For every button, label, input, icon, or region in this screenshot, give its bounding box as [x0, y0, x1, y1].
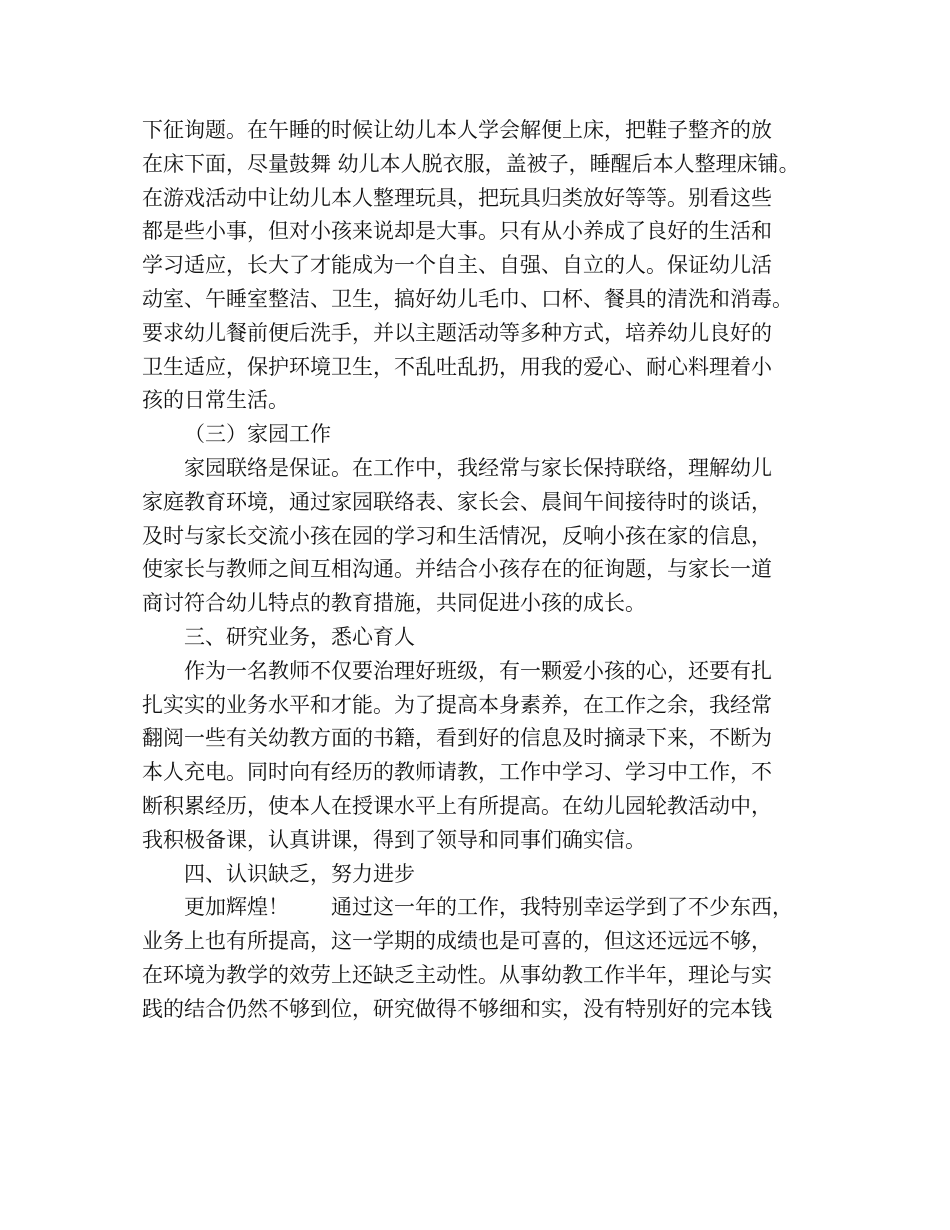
text-line: 断积累经历，使本人在授课水平上有所提高。在幼儿园轮教活动中，	[142, 793, 772, 818]
text-line: 家庭教育环境，通过家园联络表、家长会、晨间午间接待时的谈话，	[142, 489, 772, 514]
text-line: 要求幼儿餐前便后洗手，并以主题活动等多种方式，培养幼儿良好的	[142, 320, 772, 345]
text-line: 家园联络是保证。在工作中，我经常与家长保持联络，理解幼儿	[184, 455, 772, 480]
text-line: 及时与家长交流小孩在园的学习和生活情况，反响小孩在家的信息，	[142, 523, 772, 548]
text-line: 使家长与教师之间互相沟通。并结合小孩存在的征询题，与家长一道	[142, 557, 772, 582]
section-heading: 三、研究业务，悉心育人	[184, 624, 415, 649]
text-line: 在游戏活动中让幼儿本人整理玩具，把玩具归类放好等等。别看这些	[142, 185, 772, 210]
text-line: 翻阅一些有关幼教方面的书籍，看到好的信息及时摘录下来，不断为	[142, 726, 772, 751]
text-line: 业务上也有所提高，这一学期的成绩也是可喜的，但这还远远不够，	[142, 929, 772, 954]
text-line: 动室、午睡室整洁、卫生，搞好幼儿毛巾、口杯、餐具的清洗和消毒。	[142, 286, 793, 311]
body-text	[142, 114, 832, 1027]
section-heading: （三）家园工作	[184, 422, 331, 447]
text-line: 本人充电。同时向有经历的教师请教，工作中学习、学习中工作，不	[142, 760, 772, 785]
text-line: 更加辉煌！ 通过这一年的工作，我特别幸运学到了不少东西，	[184, 895, 793, 920]
text-line: 践的结合仍然不够到位，研究做得不够细和实，没有特别好的完本钱	[142, 996, 772, 1021]
text-line: 我积极备课，认真讲课，得到了领导和同事们确实信。	[142, 827, 646, 852]
text-line: 孩的日常生活。	[142, 388, 289, 413]
text-line: 在环境为教学的效劳上还缺乏主动性。从事幼教工作半年，理论与实	[142, 962, 772, 987]
text-line: 扎实实的业务水平和才能。为了提高本身素养，在工作之余，我经常	[142, 692, 772, 717]
text-line: 卫生适应，保护环境卫生，不乱吐乱扔，用我的爱心、耐心料理着小	[142, 354, 772, 379]
text-line: 作为一名教师不仅要治理好班级，有一颗爱小孩的心，还要有扎	[184, 658, 772, 683]
text-line: 商讨符合幼儿特点的教育措施，共同促进小孩的成长。	[142, 591, 646, 616]
section-heading: 四、认识缺乏，努力进步	[184, 861, 415, 886]
text-line: 下征询题。在午睡的时候让幼儿本人学会解便上床，把鞋子整齐的放	[142, 118, 772, 142]
text-line: 学习适应，长大了才能成为一个自主、自强、自立的人。保证幼儿活	[142, 253, 772, 278]
text-line: 都是些小事，但对小孩来说却是大事。只有从小养成了良好的生活和	[142, 219, 772, 244]
text-line: 在床下面，尽量鼓舞 幼儿本人脱衣服，盖被子，睡醒后本人整理床铺。	[142, 151, 800, 176]
